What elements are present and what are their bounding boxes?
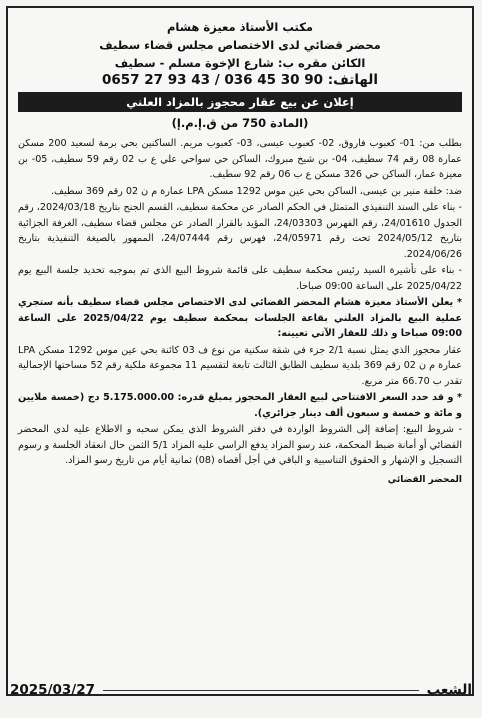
- announcement-banner: إعلان عن بيع عقار محجوز بالمزاد العلني: [18, 92, 462, 112]
- against-paragraph: ضد: خلفة منير بن عيسى، الساكن بحي عين موس 1292 مسكن LPA عمارة م ن 02 رقم 369 سطيف.: [50, 185, 462, 197]
- office-address: الكائن مقره ب: شارع الإخوة مسلم - سطيف: [114, 56, 366, 70]
- header: [8, 8, 472, 88]
- signature-label: المحضر القضائي: [387, 474, 462, 485]
- office-name: مكتب الأستاذ معيزة هشام: [166, 20, 314, 34]
- office-title: محضر قضائي لدى الاختصاص مجلس قضاء سطيف: [99, 38, 381, 52]
- property-paragraph: عقار محجوز الذي يمثل نسبة 2/1 جزء في شقة سكنية من نوع ف 03 كائنة بحي عين موس 1292 مسكن LPA عمارة م ن 02 رقم 369 بلدية سطيف الطابق الثالث تابعة لتقسيم 11 مجموعة ملكية رقم 52 مساحتها الإجمالية تقدر ب 66.70 متر مربع.: [18, 344, 463, 387]
- auction-notice-paragraph: * يعلن الأستاذ معيزة هشام المحضر القضائي لدى الاختصاص مجلس قضاء سطيف بأنه ستجري عملية البيع بالمزاد العلني بقاعة الجلسات بمحكمة سطيف يوم 2025/04/22 على الساعة 09:00 صباحا و ذلك للعقار الآتي تعيينه:: [18, 297, 462, 339]
- judgment-paragraph: - بناء على السند التنفيذي المتمثل في الحكم الصادر عن محكمة سطيف، القسم الجنح بتاريخ 2024/03/18، رقم الجدول 24/01610، رقم الفهرس 24/03303، المؤيد بالقرار الصادر عن مجلس قضاء سطيف، الغرفة الجزائية بتاريخ 2024/05/12 تحت رقم 24/05971، فهرس رقم 24/07444، الممهور بالصيغة التنفيذية بتاريخ 2024/06/26.: [18, 202, 462, 260]
- newspaper-footer: [10, 680, 472, 700]
- requesters-paragraph: بطلب من: 01- كعبوب فاروق، 02- كعبوب عيسى، 03- كعبوب مريم. الساكنين بحي برمة لسعيد 200 مسكن عمارة 08 رقم 74 سطيف، 04- بن شيخ مبروك، الساكن حي سواحي علي ع ب 02 رقم 59 سطيف، 05- بن معيزة عمار، الساكن حي 326 مسكن ع ب 06 رقم 92 سطيف.: [18, 138, 463, 180]
- publication-date: 2025/03/27: [10, 682, 96, 698]
- footer-rule: [103, 690, 419, 691]
- article-reference: (المادة 750 من ق.إ.م.إ): [171, 116, 309, 130]
- sale-conditions-paragraph: - شروط البيع: إضافة إلى الشروط الواردة في دفتر الشروط الذي يمكن سحبه و الاطلاع عليه لدى المحضر القضائي أو أمانة ضبط المحكمة، عند رسو المزاد يدفع الراسي عليه المزاد 5/1 الثمن حال انعقاد الجلسة و رسوم التسجيل و الإشهار و الحقوق التناسبية و الباقي في أجل أقصاه (08) ثمانية أيام من تاريخ رسو المزاد.: [18, 424, 462, 466]
- session-paragraph: - بناء على تأشيرة السيد رئيس محكمة سطيف على قائمة شروط البيع الذي تم بموجبه تحديد جلسة البيع يوم 2025/04/22 على الساعة 09:00 صباحا.: [18, 265, 462, 292]
- newspaper-name: الشعب: [426, 682, 472, 698]
- opening-price-paragraph: * و قد حدد السعر الافتتاحي لبيع العقار المحجوز بمبلغ قدره: 5.175.000.00 دج (خمسة ملايين و مائة و خمسة و سبعون ألف دينار جزائري).: [18, 392, 463, 419]
- office-phone: الهاتف: 90 30 45 036 / 43 93 27 0657: [101, 72, 379, 88]
- announcement-body: [8, 130, 472, 488]
- announcement-frame: [6, 6, 474, 696]
